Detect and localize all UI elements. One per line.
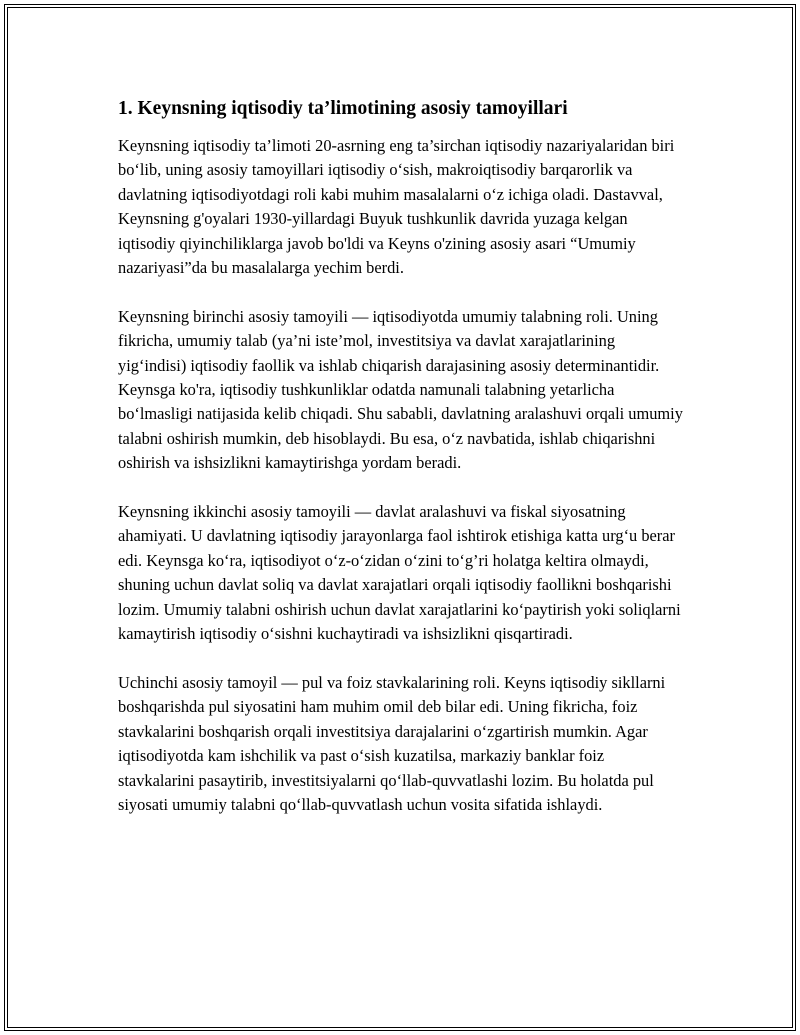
- paragraph-first-principle: Keynsning birinchi asosiy tamoyili — iqtisodiyotda umumiy talabning roli. Uning fikricha, umumiy talab (ya’ni iste’mol, investitsiya va davlat xarajatlarining yig‘indisi) iqtisodiy faollik va ishlab chiqarish darajasining asosiy determinantidir. Keynsga ko'ra, iqtisodiy tushkunliklar odatda namunali talabning yetarlicha bo‘lmasligi natijasida kelib chiqadi. Shu sababli, davlatning aralashuvi orqali umumiy talabni oshirish mumkin, deb hisoblaydi. Bu esa, o‘z navbatida, ishlab chiqarishni oshirish va ishsizlikni kamaytirishga yordam beradi.: [118, 306, 683, 473]
- paragraph-intro: Keynsning iqtisodiy ta’limoti 20-asrning eng ta’sirchan iqtisodiy nazariyalaridan biri bo‘lib, uning asosiy tamoyillari iqtisodiy o‘sish, makroiqtisodiy barqarorlik va davlatning iqtisodiyotdagi roli kabi muhim masalalarni o‘z ichiga oladi. Dastavval, Keynsning g'oyalari 1930-yillardagi Buyuk tushkunlik davrida yuzaga kelgan iqtisodiy qiyinchiliklarga javob bo'ldi va Keyns o'zining asosiy asari “Umumiy nazariyasi”da bu masalalarga yechim berdi.: [118, 136, 675, 278]
- paragraph-third-principle: Uchinchi asosiy tamoyil — pul va foiz stavkalarining roli. Keyns iqtisodiy sikllarni boshqarishda pul siyosatini ham muhim omil deb bilar edi. Uning fikricha, foiz stavkalarini boshqarish orqali investitsiya darajalarini o‘zgartirish mumkin. Agar iqtisodiyotda kam ishchilik va past o‘sish kuzatilsa, markaziy banklar foiz stavkalarini pasaytirib, investitsiyalarni qo‘llab-quvvatlashi lozim. Bu holatda pul siyosati umumiy talabni qo‘llab-quvvatlash uchun vosita sifatida ishlaydi.: [118, 672, 666, 814]
- document-body: [118, 96, 683, 842]
- section-heading: 1. Keynsning iqtisodiy ta’limotining asosiy tamoyillari: [118, 98, 568, 119]
- paragraph-second-principle: Keynsning ikkinchi asosiy tamoyili — davlat aralashuvi va fiskal siyosatning ahamiyati. U davlatning iqtisodiy jarayonlarga faol ishtirok etishiga katta urg‘u berar edi. Keynsga ko‘ra, iqtisodiyot o‘z-o‘zidan o‘zini to‘g’ri holatga keltira olmaydi, shuning uchun davlat soliq va davlat xarajatlari orqali iqtisodiy faollikni boshqarishi lozim. Umumiy talabni oshirish uchun davlat xarajatlarini ko‘paytirish yoki soliqlarni kamaytirish iqtisodiy o‘sishni kuchaytiradi va ishsizlikni qisqartiradi.: [118, 502, 681, 644]
